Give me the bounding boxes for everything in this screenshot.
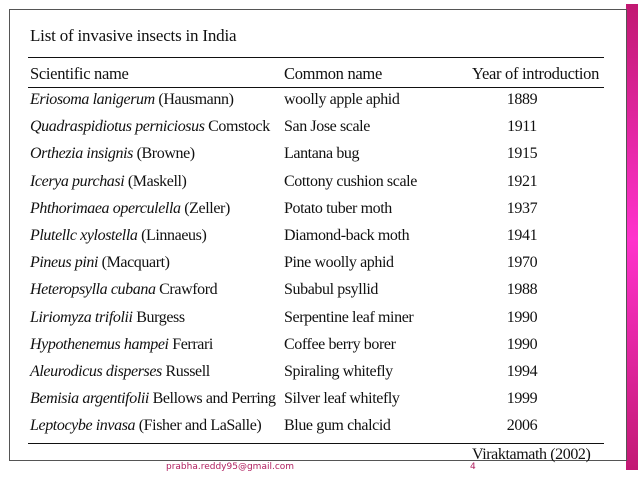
- table-row: [10, 334, 628, 361]
- author-citation: Comstock: [204, 118, 270, 136]
- common-name-cell: Cottony cushion scale: [284, 172, 417, 190]
- author-citation: Ferrari: [168, 335, 213, 353]
- genus-species: Quadraspidiotus perniciosus: [30, 118, 205, 136]
- year-cell: 1990: [506, 335, 538, 353]
- genus-species: Pineus pini: [30, 254, 99, 272]
- scientific-name-cell: [30, 309, 185, 327]
- genus-species: Aleurodicus disperses: [30, 362, 162, 380]
- common-name-cell: Coffee berry borer: [284, 335, 396, 353]
- header-common-name: Common name: [284, 64, 382, 83]
- footer-page-number: 4: [470, 462, 476, 472]
- author-citation: Crawford: [155, 281, 218, 299]
- scientific-name-cell: [30, 200, 230, 218]
- scientific-name-cell: [30, 363, 210, 381]
- common-name-cell: Potato tuber moth: [284, 199, 392, 217]
- header-year: Year of introduction: [472, 64, 600, 83]
- band-top-gap: [626, 0, 638, 4]
- common-name-cell: Serpentine leaf miner: [284, 308, 414, 326]
- common-name-cell: Subabul psyllid: [284, 281, 379, 299]
- table-row: [10, 171, 628, 198]
- scientific-name-cell: [30, 281, 217, 299]
- table-title: List of invasive insects in India: [30, 26, 237, 45]
- genus-species: Liriomyza trifolii: [30, 308, 133, 326]
- author-citation: Bellows and Perring: [148, 390, 276, 408]
- year-cell: 2006: [506, 417, 538, 435]
- band-bottom-gap: [626, 470, 638, 478]
- genus-species: Phthorimaea operculella: [30, 199, 181, 217]
- genus-species: Icerya purchasi: [30, 172, 125, 190]
- table-row: [10, 116, 628, 143]
- table-row: [10, 198, 628, 225]
- scientific-name-cell: [30, 227, 206, 245]
- table-bottom-rule: [28, 443, 604, 444]
- genus-species: Bemisia argentifolii: [30, 390, 149, 408]
- common-name-cell: woolly apple aphid: [284, 91, 400, 108]
- scientific-name-cell: [30, 254, 170, 272]
- author-citation: Burgess: [132, 308, 185, 326]
- year-cell: 1921: [506, 172, 538, 190]
- year-cell: 1911: [507, 118, 537, 136]
- year-cell: 1990: [506, 308, 538, 326]
- scientific-name-cell: [30, 417, 261, 435]
- author-citation: Russell: [161, 362, 210, 380]
- genus-species: Heteropsylla cubana: [30, 281, 156, 299]
- scientific-name-cell: [30, 336, 213, 354]
- header-scientific-name: Scientific name: [30, 64, 129, 83]
- author-citation: (Zeller): [180, 199, 230, 217]
- table-header-rule: [28, 87, 604, 88]
- genus-species: Eriosoma lanigerum: [30, 91, 155, 108]
- table-row: [10, 225, 628, 252]
- table-row: [10, 307, 628, 334]
- slide-content-frame: [9, 9, 627, 461]
- genus-species: Orthezia insignis: [30, 145, 133, 163]
- footer-email: prabha.reddy95@gmail.com: [166, 462, 295, 472]
- scientific-name-cell: [30, 118, 270, 136]
- common-name-cell: San Jose scale: [284, 118, 370, 136]
- year-cell: 1889: [506, 91, 538, 108]
- table-row: [10, 89, 628, 116]
- author-citation: (Linnaeus): [137, 226, 207, 244]
- author-citation: (Maskell): [124, 172, 187, 190]
- table-body: [10, 89, 628, 442]
- common-name-cell: Lantana bug: [284, 145, 360, 163]
- year-cell: 1941: [506, 226, 538, 244]
- scientific-name-cell: [30, 390, 276, 408]
- common-name-cell: Spiraling whitefly: [284, 362, 393, 380]
- common-name-cell: Silver leaf whitefly: [284, 390, 400, 408]
- scientific-name-cell: [30, 145, 195, 163]
- year-cell: 1970: [506, 254, 538, 272]
- genus-species: Plutellc xylostella: [30, 226, 138, 244]
- table-row: [10, 252, 628, 279]
- common-name-cell: Pine woolly aphid: [284, 254, 394, 272]
- year-cell: 1988: [506, 281, 538, 299]
- common-name-cell: Diamond-back moth: [284, 226, 410, 244]
- common-name-cell: Blue gum chalcid: [284, 417, 391, 435]
- table-row: [10, 415, 628, 442]
- source-citation: Viraktamath (2002): [472, 446, 591, 463]
- author-citation: (Hausmann): [154, 91, 234, 108]
- table-row: [10, 279, 628, 306]
- year-cell: 1915: [506, 145, 538, 163]
- scientific-name-cell: [30, 91, 234, 109]
- table-row: [10, 361, 628, 388]
- author-citation: (Browne): [133, 145, 195, 163]
- year-cell: 1999: [506, 390, 538, 408]
- year-cell: 1937: [506, 199, 538, 217]
- genus-species: Hypothenemus hampei: [30, 335, 169, 353]
- table-row: [10, 143, 628, 170]
- author-citation: (Macquart): [98, 254, 170, 272]
- year-cell: 1994: [506, 362, 538, 380]
- table-top-rule: [28, 57, 604, 58]
- table-row: [10, 388, 628, 415]
- scientific-name-cell: [30, 173, 187, 191]
- author-citation: (Fisher and LaSalle): [135, 417, 262, 435]
- genus-species: Leptocybe invasa: [30, 417, 136, 435]
